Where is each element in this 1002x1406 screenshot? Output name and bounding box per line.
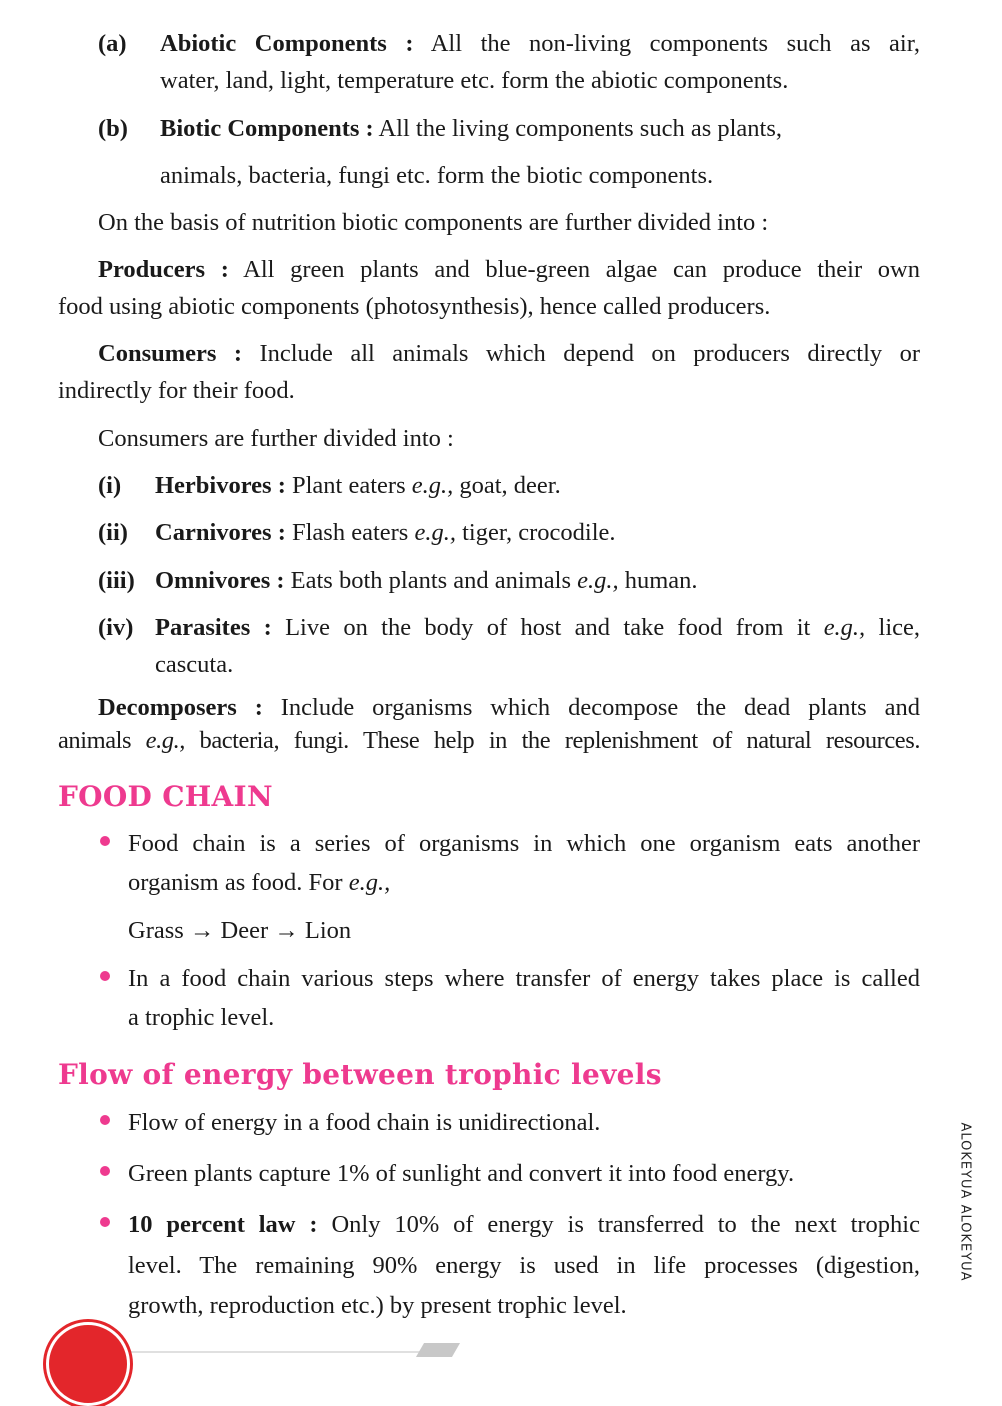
bullet-icon — [100, 836, 110, 846]
food-chain-bullet2-line2: a trophic level. — [128, 1004, 275, 1031]
omnivores-marker: (iii) — [98, 567, 135, 594]
energy-flow-bullet3-line3: growth, reproduction etc.) by present trophic level. — [128, 1292, 627, 1319]
abiotic-line1: Abiotic Components : All the non-living components such as air, — [160, 30, 921, 57]
carnivores-marker: (ii) — [98, 519, 128, 546]
producers-line1: Producers : All green plants and blue-green algae can produce their own — [98, 256, 920, 283]
energy-flow-bullet2: Green plants capture 1% of sunlight and convert it into food energy. — [128, 1160, 795, 1187]
omnivores-item: Omnivores : Eats both plants and animals e.g., human. — [155, 567, 698, 594]
bullet-icon — [100, 1217, 110, 1227]
bullet-icon — [100, 1166, 110, 1176]
side-margin-label — [940, 1105, 990, 1300]
side-label-text: ALOKEYUA ALOKEYUA — [957, 1122, 973, 1282]
decomposers-line1: Decomposers : Include organisms which decompose the dead plants and — [98, 694, 920, 721]
parasites-item: Parasites : Live on the body of host and take food from it e.g., lice, — [155, 614, 921, 641]
energy-flow-heading: Flow of energy between trophic levels — [58, 1058, 662, 1091]
parasites-marker: (iv) — [98, 614, 134, 641]
parasites-line2: cascuta. — [155, 651, 234, 678]
nutrition-intro: On the basis of nutrition biotic components are further divided into : — [98, 209, 769, 236]
energy-flow-bullet1: Flow of energy in a food chain is unidirectional. — [128, 1109, 601, 1136]
abiotic-marker: (a) — [98, 30, 127, 57]
food-chain-bullet2-line1: In a food chain various steps where transfer of energy takes place is called — [128, 965, 920, 992]
consumers-line1: Consumers : Include all animals which depend on producers directly or — [98, 340, 920, 367]
biotic-line1: Biotic Components : All the living components such as plants, — [160, 115, 783, 142]
energy-flow-bullet3-line1: 10 percent law : Only 10% of energy is transferred to the next trophic — [128, 1211, 920, 1238]
abiotic-line2: water, land, light, temperature etc. form the abiotic components. — [160, 67, 789, 94]
food-chain-example: Grass → Deer → Lion — [128, 917, 352, 944]
herbivores-marker: (i) — [98, 472, 122, 499]
carnivores-item: Carnivores : Flash eaters e.g., tiger, crocodile. — [155, 519, 616, 546]
bullet-icon — [100, 971, 110, 981]
food-chain-bullet1-line1: Food chain is a series of organisms in which one organism eats another — [128, 830, 920, 857]
biotic-marker: (b) — [98, 115, 128, 142]
herbivores-item: Herbivores : Plant eaters e.g., goat, deer. — [155, 472, 561, 499]
footer-rule — [130, 1351, 430, 1353]
consumers-line2: indirectly for their food. — [58, 377, 295, 404]
decomposers-line2: animals e.g., bacteria, fungi. These help in the replenishment of natural resources. — [58, 727, 920, 754]
food-chain-bullet1-line2: organism as food. For e.g., — [128, 869, 391, 896]
page-number-badge — [46, 1322, 130, 1406]
producers-line2: food using abiotic components (photosynthesis), hence called producers. — [58, 293, 771, 320]
consumers-intro: Consumers are further divided into : — [98, 425, 454, 452]
bullet-icon — [100, 1115, 110, 1125]
biotic-line2: animals, bacteria, fungi etc. form the biotic components. — [160, 162, 714, 189]
energy-flow-bullet3-line2: level. The remaining 90% energy is used in life processes (digestion, — [128, 1252, 920, 1279]
food-chain-heading: FOOD CHAIN — [58, 780, 273, 813]
